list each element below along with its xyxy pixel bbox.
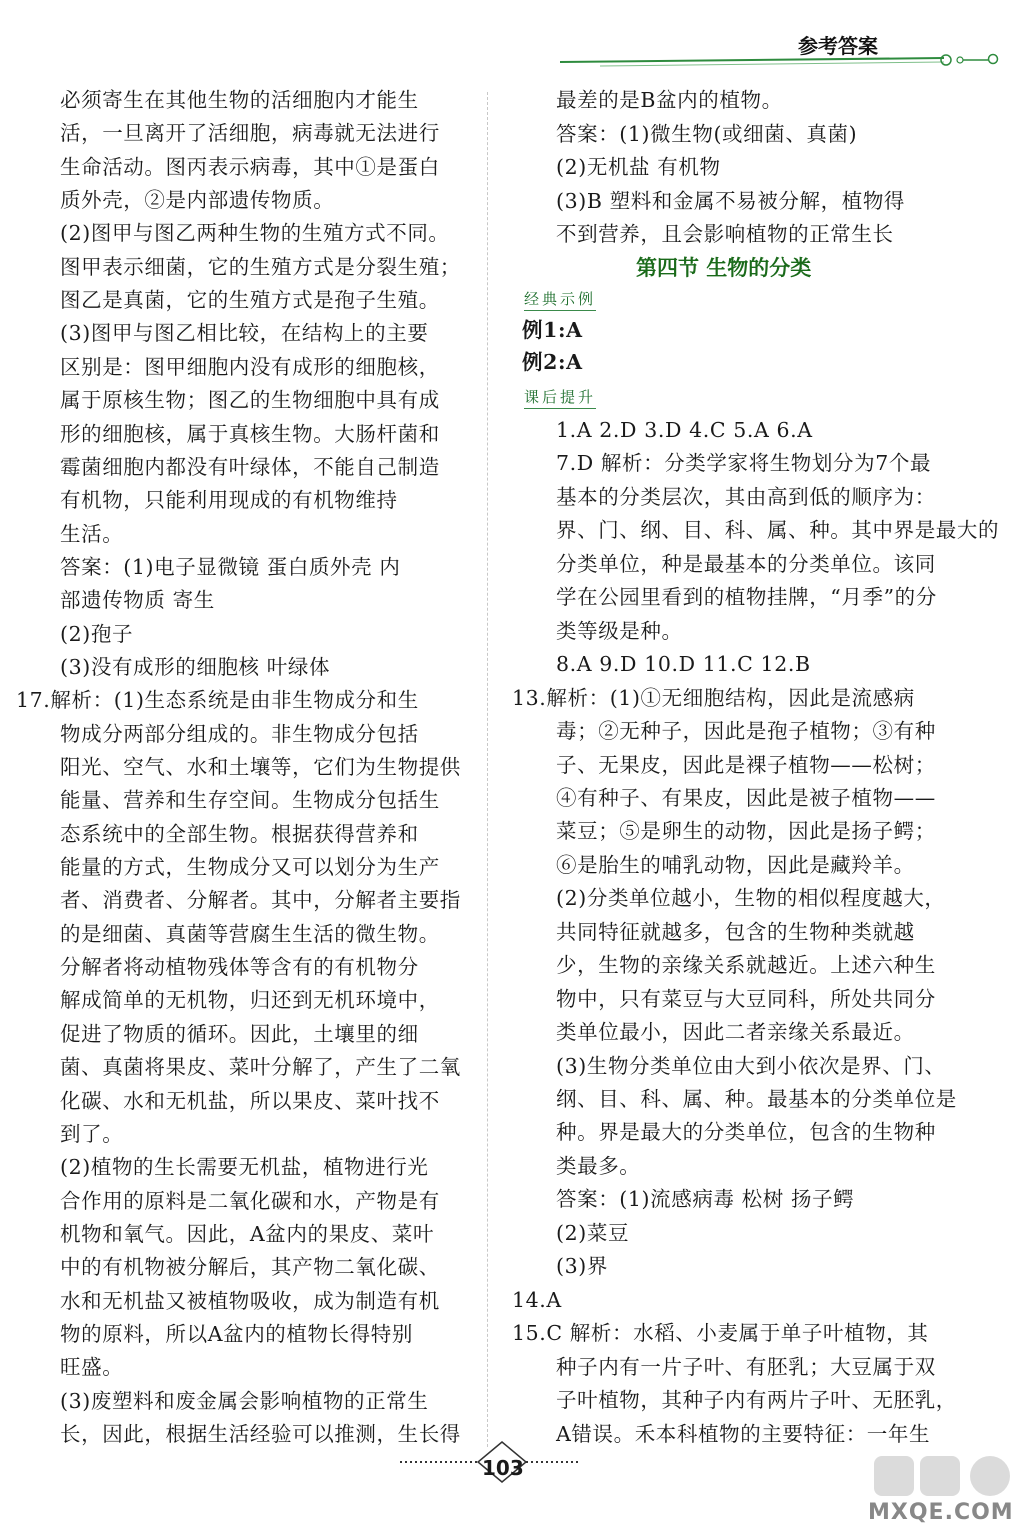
text-line: 图甲表示细菌，它的生殖方式是分裂生殖； xyxy=(60,254,461,279)
text-line: (3)B 塑料和金属不易被分解，植物得 xyxy=(556,188,906,213)
text-line: (2)无机盐 有机物 xyxy=(556,155,721,179)
text-line: 答案：(1)微生物(或细菌、真菌) xyxy=(556,121,858,146)
text-line: 14.A xyxy=(512,1287,562,1312)
page-header-title: 参考答案 xyxy=(798,34,878,58)
text-line: 答案：(1)流感病毒 松树 扬子鳄 xyxy=(556,1187,855,1212)
text-line: 能量、营养和生存空间。生物成分包括生 xyxy=(60,788,440,813)
text-line: (2)分类单位越小，生物的相似程度越大， xyxy=(556,886,946,911)
text-line: 纲、目、科、属、种。最基本的分类单位是 xyxy=(556,1087,957,1111)
text-line: 答案：(1)电子显微镜 蛋白质外壳 内 xyxy=(60,554,401,579)
text-line: 属于原核生物；图乙的生物细胞中具有成 xyxy=(60,388,440,413)
text-line: 学在公园里看到的植物挂牌，“月季”的分 xyxy=(556,585,937,610)
text-line: 中的有机物被分解后，其产物二氧化碳、 xyxy=(60,1255,440,1280)
example-2: 例2:A xyxy=(522,350,583,374)
text-line: 菜豆；⑤是卵生的动物，因此是扬子鳄； xyxy=(556,819,936,844)
text-line: 物成分两部分组成的。非生物成分包括 xyxy=(60,721,419,746)
example-1: 例1:A xyxy=(522,318,583,342)
text-line: 合作用的原料是二氧化碳和水，产物是有 xyxy=(60,1188,440,1213)
watermark-text: MXQE.COM xyxy=(868,1500,1014,1525)
text-line: 有机物，只能利用现成的有机物维持 xyxy=(60,488,398,513)
header-decoration xyxy=(0,0,1034,80)
text-line: (3)废塑料和废金属会影响植物的正常生 xyxy=(60,1388,429,1413)
text-line: 1.A 2.D 3.D 4.C 5.A 6.A xyxy=(556,418,813,442)
text-line: 化碳、水和无机盐，所以果皮、菜叶找不 xyxy=(60,1088,440,1113)
text-line: 最差的是B盆内的植物。 xyxy=(556,88,783,112)
text-line: 界、门、纲、目、科、属、种。其中界是最大的 xyxy=(556,518,1000,543)
text-line: (3)生物分类单位由大到小依次是界、门、 xyxy=(556,1053,946,1078)
text-line: (2)菜豆 xyxy=(556,1220,630,1245)
text-line: 形的细胞核，属于真核生物。大肠杆菌和 xyxy=(60,421,440,446)
text-line: 生命活动。图丙表示病毒，其中①是蛋白 xyxy=(60,154,440,179)
text-line: (3)图甲与图乙相比较，在结构上的主要 xyxy=(60,321,429,346)
text-line: 能量的方式，生物成分又可以划分为生产 xyxy=(60,855,440,880)
text-line: 阳光、空气、水和土壤等，它们为生物提供 xyxy=(60,755,461,779)
text-line: 机物和氧气。因此，A盆内的果皮、菜叶 xyxy=(60,1221,435,1246)
text-line: 分类单位，种是最基本的分类单位。该同 xyxy=(556,551,936,576)
text-line: 霉菌细胞内都没有叶绿体，不能自己制造 xyxy=(60,454,440,479)
text-line: 共同特征就越多，包含的生物种类就越 xyxy=(556,919,915,944)
text-line: 部遗传物质 寄生 xyxy=(60,588,215,613)
text-line: (2)图甲与图乙两种生物的生殖方式不同。 xyxy=(60,221,450,246)
text-line: 8.A 9.D 10.D 11.C 12.B xyxy=(556,652,811,677)
text-line: 图乙是真菌，它的生殖方式是孢子生殖。 xyxy=(60,288,440,313)
column-divider xyxy=(487,92,488,1447)
text-line: 17.解析：(1)生态系统是由非生物成分和生 xyxy=(16,688,419,713)
text-line: 态系统中的全部生物。根据获得营养和 xyxy=(60,821,419,846)
text-line: 15.C 解析：水稻、小麦属于单子叶植物，其 xyxy=(512,1321,929,1346)
text-line: (2)孢子 xyxy=(60,621,134,646)
text-line: 长，因此，根据生活经验可以推测，生长得 xyxy=(60,1422,461,1446)
text-line: 旺盛。 xyxy=(60,1355,124,1380)
text-line: 少，生物的亲缘关系就越近。上述六种生 xyxy=(556,953,936,978)
text-line: 区别是：图甲细胞内没有成形的细胞核， xyxy=(60,354,440,379)
text-line: 类最多。 xyxy=(556,1153,641,1178)
text-line: ⑥是胎生的哺乳动物，因此是藏羚羊。 xyxy=(556,852,915,877)
text-line: 物中，只有菜豆与大豆同科，所处共同分 xyxy=(556,986,936,1011)
text-line: 类单位最小，因此二者亲缘关系最近。 xyxy=(556,1020,915,1045)
section-title: 第四节 生物的分类 xyxy=(636,256,812,280)
text-line: 到了。 xyxy=(60,1121,124,1146)
text-line: 种子内有一片子叶、有胚乳；大豆属于双 xyxy=(556,1354,936,1379)
text-line: 生活。 xyxy=(60,521,124,546)
text-line: 物的原料，所以A盆内的植物长得特别 xyxy=(60,1321,414,1346)
text-line: 分解者将动植物残体等含有的有机物分 xyxy=(60,955,419,980)
text-line: 基本的分类层次，其由高到低的顺序为： xyxy=(556,484,936,509)
text-line: ④有种子、有果皮，因此是被子植物—— xyxy=(556,785,936,810)
text-line: 水和无机盐又被植物吸收，成为制造有机 xyxy=(60,1288,440,1313)
text-line: 不到营养，且会影响植物的正常生长 xyxy=(556,222,894,246)
text-line: A错误。禾本科植物的主要特征：一年生 xyxy=(556,1421,931,1446)
text-line: 13.解析：(1)①无细胞结构，因此是流感病 xyxy=(512,685,915,710)
text-line: 质外壳，②是内部遗传物质。 xyxy=(60,188,335,213)
tag-practice: 课后提升 xyxy=(524,386,596,409)
text-line: 活，一旦离开了活细胞，病毒就无法进行 xyxy=(60,121,440,146)
text-line: 7.D 解析：分类学家将生物划分为7个最 xyxy=(556,451,932,476)
text-line: (3)没有成形的细胞核 叶绿体 xyxy=(60,654,331,679)
text-line: 的是细菌、真菌等营腐生生活的微生物。 xyxy=(60,921,440,946)
text-line: 类等级是种。 xyxy=(556,618,683,643)
text-line: (3)界 xyxy=(556,1254,608,1279)
text-line: (2)植物的生长需要无机盐，植物进行光 xyxy=(60,1155,429,1180)
text-line: 毒；②无种子，因此是孢子植物；③有种 xyxy=(556,719,936,744)
page-number: 103 xyxy=(482,1456,524,1480)
text-line: 促进了物质的循环。因此，土壤里的细 xyxy=(60,1021,419,1046)
text-line: 者、消费者、分解者。其中，分解者主要指 xyxy=(60,888,461,913)
text-line: 解成简单的无机物，归还到无机环境中， xyxy=(60,988,440,1013)
text-line: 子、无果皮，因此是裸子植物——松树； xyxy=(556,752,936,777)
tag-examples: 经典示例 xyxy=(524,288,596,311)
text-line: 必须寄生在其他生物的活细胞内才能生 xyxy=(60,88,419,112)
text-line: 子叶植物，其种子内有两片子叶、无胚乳， xyxy=(556,1388,957,1413)
text-line: 种。界是最大的分类单位，包含的生物种 xyxy=(556,1120,936,1145)
text-line: 菌、真菌将果皮、菜叶分解了，产生了二氧 xyxy=(60,1055,461,1080)
